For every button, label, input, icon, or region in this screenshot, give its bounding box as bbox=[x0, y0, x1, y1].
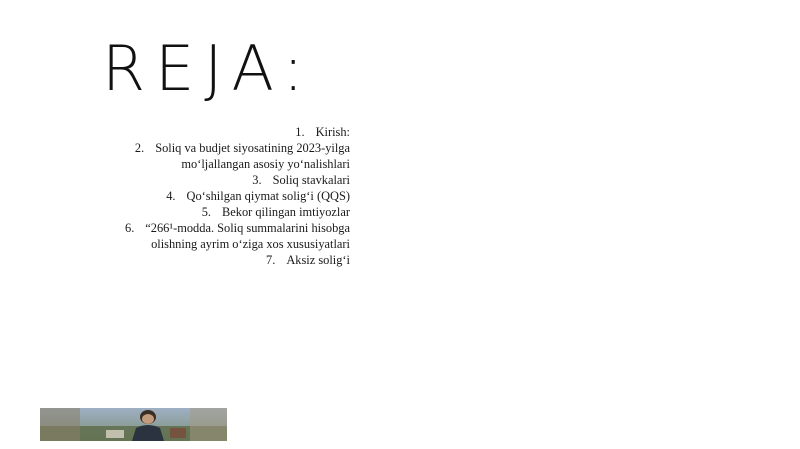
agenda-item-text: Soliq va budjet siyosatining 2023-yilga mo‘ljallangan asosiy yo‘nalishlari bbox=[155, 141, 350, 171]
agenda-item-text: “266¹-modda. Soliq summalarini hisobga olishning ayrim o‘ziga xos xususiyatlari bbox=[145, 221, 350, 251]
footer-photo bbox=[40, 408, 227, 441]
agenda-item bbox=[96, 252, 350, 268]
agenda-item-number: 7. bbox=[266, 253, 276, 267]
agenda-item-number: 1. bbox=[295, 125, 305, 139]
agenda-item bbox=[96, 220, 350, 252]
agenda-item-number: 4. bbox=[166, 189, 176, 203]
agenda-item-text: Aksiz solig‘i bbox=[286, 253, 350, 267]
agenda-item-text: Qo‘shilgan qiymat solig‘i (QQS) bbox=[186, 189, 350, 203]
agenda-item-text: Kirish: bbox=[315, 125, 350, 139]
agenda-item-number: 6. bbox=[125, 221, 135, 235]
slide-title: REJA: bbox=[102, 32, 314, 105]
agenda-item-text: Soliq stavkalari bbox=[272, 173, 350, 187]
agenda-item bbox=[96, 188, 350, 204]
person-photo-icon bbox=[40, 408, 227, 441]
agenda-item-number: 3. bbox=[252, 173, 262, 187]
agenda-item-number: 5. bbox=[201, 205, 211, 219]
agenda-list bbox=[96, 124, 350, 268]
agenda-item bbox=[96, 172, 350, 188]
agenda-item bbox=[96, 140, 350, 172]
agenda-item bbox=[96, 124, 350, 140]
agenda-item-number: 2. bbox=[134, 141, 145, 155]
agenda-item-text: Bekor qilingan imtiyozlar bbox=[221, 205, 350, 219]
agenda-item bbox=[96, 204, 350, 220]
